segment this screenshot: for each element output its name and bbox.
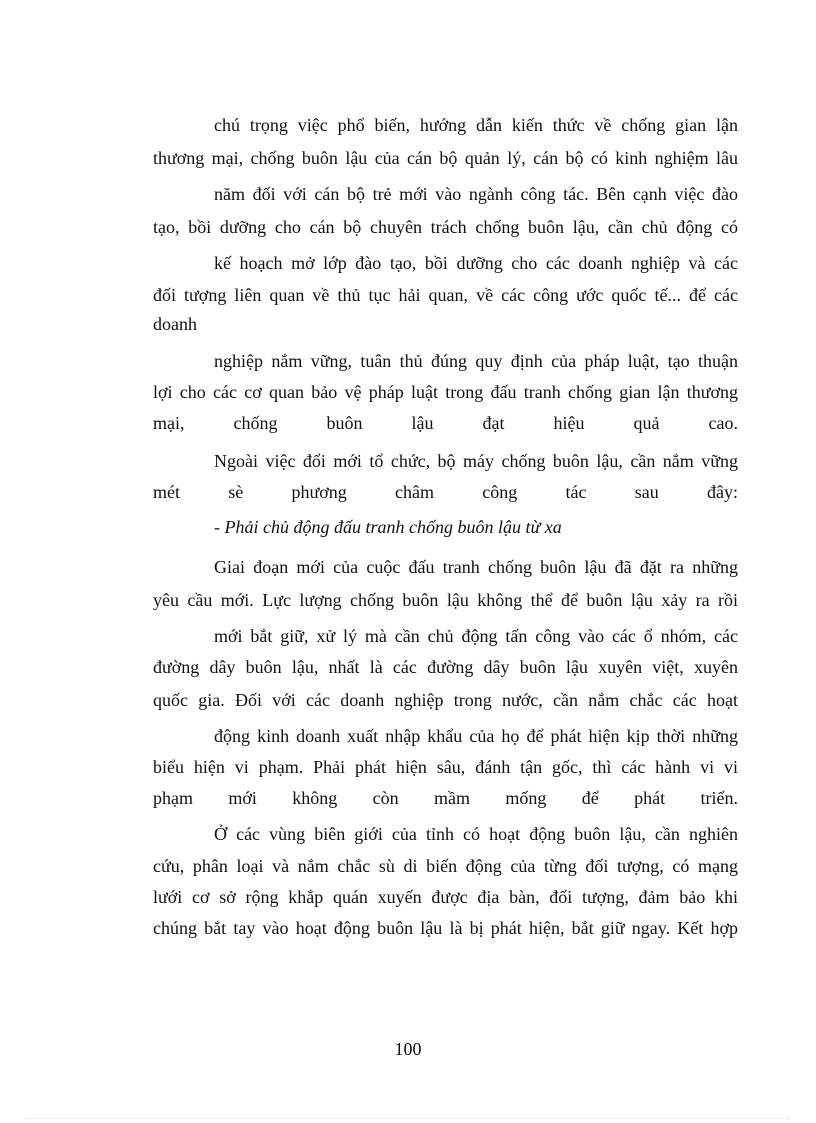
text-line: biểu hiện vi phạm. Phải phát hiện sâu, đánh tận gốc, thì các hành vi vi [153,757,738,777]
text-line: quốc gia. Đối với các doanh nghiệp trong nước, cần nắm chắc các hoạt [153,690,738,710]
text-line: Ở các vùng biên giới của tỉnh có hoạt động buôn lậu, cần nghiên [214,824,738,844]
text-line: mét sè phương châm công tác sau đây: [153,482,738,502]
page-number: 100 [394,1039,422,1059]
text-line: tạo, bồi dưỡng cho cán bộ chuyên trách chống buôn lậu, cần chủ động có [153,217,738,237]
text-line: lưới cơ sở rộng khắp quán xuyến được địa bàn, đối tượng, đảm bảo khi [153,887,738,907]
text-line: đường dây buôn lậu, nhất là các đường dây buôn lậu xuyên việt, xuyên [153,657,738,677]
page-edge-divider [26,1118,790,1119]
text-line: cứu, phân loại và nắm chắc sù di biến động của từng đối tượng, có mạng [153,856,738,876]
text-line: năm đối với cán bộ trẻ mới vào ngành công tác. Bên cạnh việc đào [214,184,738,204]
text-line: doanh [153,314,197,334]
text-line: động kinh doanh xuất nhập khẩu của họ để phát hiện kịp thời những [214,726,738,746]
text-line: mại, chống buôn lậu đạt hiệu quả cao. [153,413,738,433]
text-line: mới bắt giữ, xử lý mà cần chủ động tấn công vào các ổ nhóm, các [214,626,738,646]
text-line: Giai đoạn mới của cuộc đấu tranh chống buôn lậu đã đặt ra những [214,557,738,577]
text-line: lợi cho các cơ quan bảo vệ pháp luật trong đấu tranh chống gian lận thương [153,382,738,402]
text-line: Ngoài việc đổi mới tổ chức, bộ máy chống buôn lậu, cần nắm vững [214,451,738,471]
section-heading: - Phải chủ động đấu tranh chống buôn lậu từ xa [214,517,562,537]
text-line: chú trọng việc phổ biến, hướng dẫn kiến thức về chống gian lận [214,115,738,135]
text-line: chúng bắt tay vào hoạt động buôn lậu là bị phát hiện, bắt giữ ngay. Kết hợp [153,918,738,938]
text-line: thương mại, chống buôn lậu của cán bộ quản lý, cán bộ có kinh nghiệm lâu [153,148,738,168]
text-line: yêu cầu mới. Lực lượng chống buôn lậu không thể để buôn lậu xảy ra rồi [153,590,738,610]
text-line: đối tượng liên quan về thủ tục hải quan, về các công ước quốc tế... để các [153,285,738,305]
text-line: nghiệp nắm vững, tuân thủ đúng quy định của pháp luật, tạo thuận [214,351,738,371]
text-line: phạm mới không còn mầm mống để phát triển. [153,788,738,808]
text-line: kế hoạch mở lớp đào tạo, bồi dưỡng cho các doanh nghiệp và các [214,253,738,273]
